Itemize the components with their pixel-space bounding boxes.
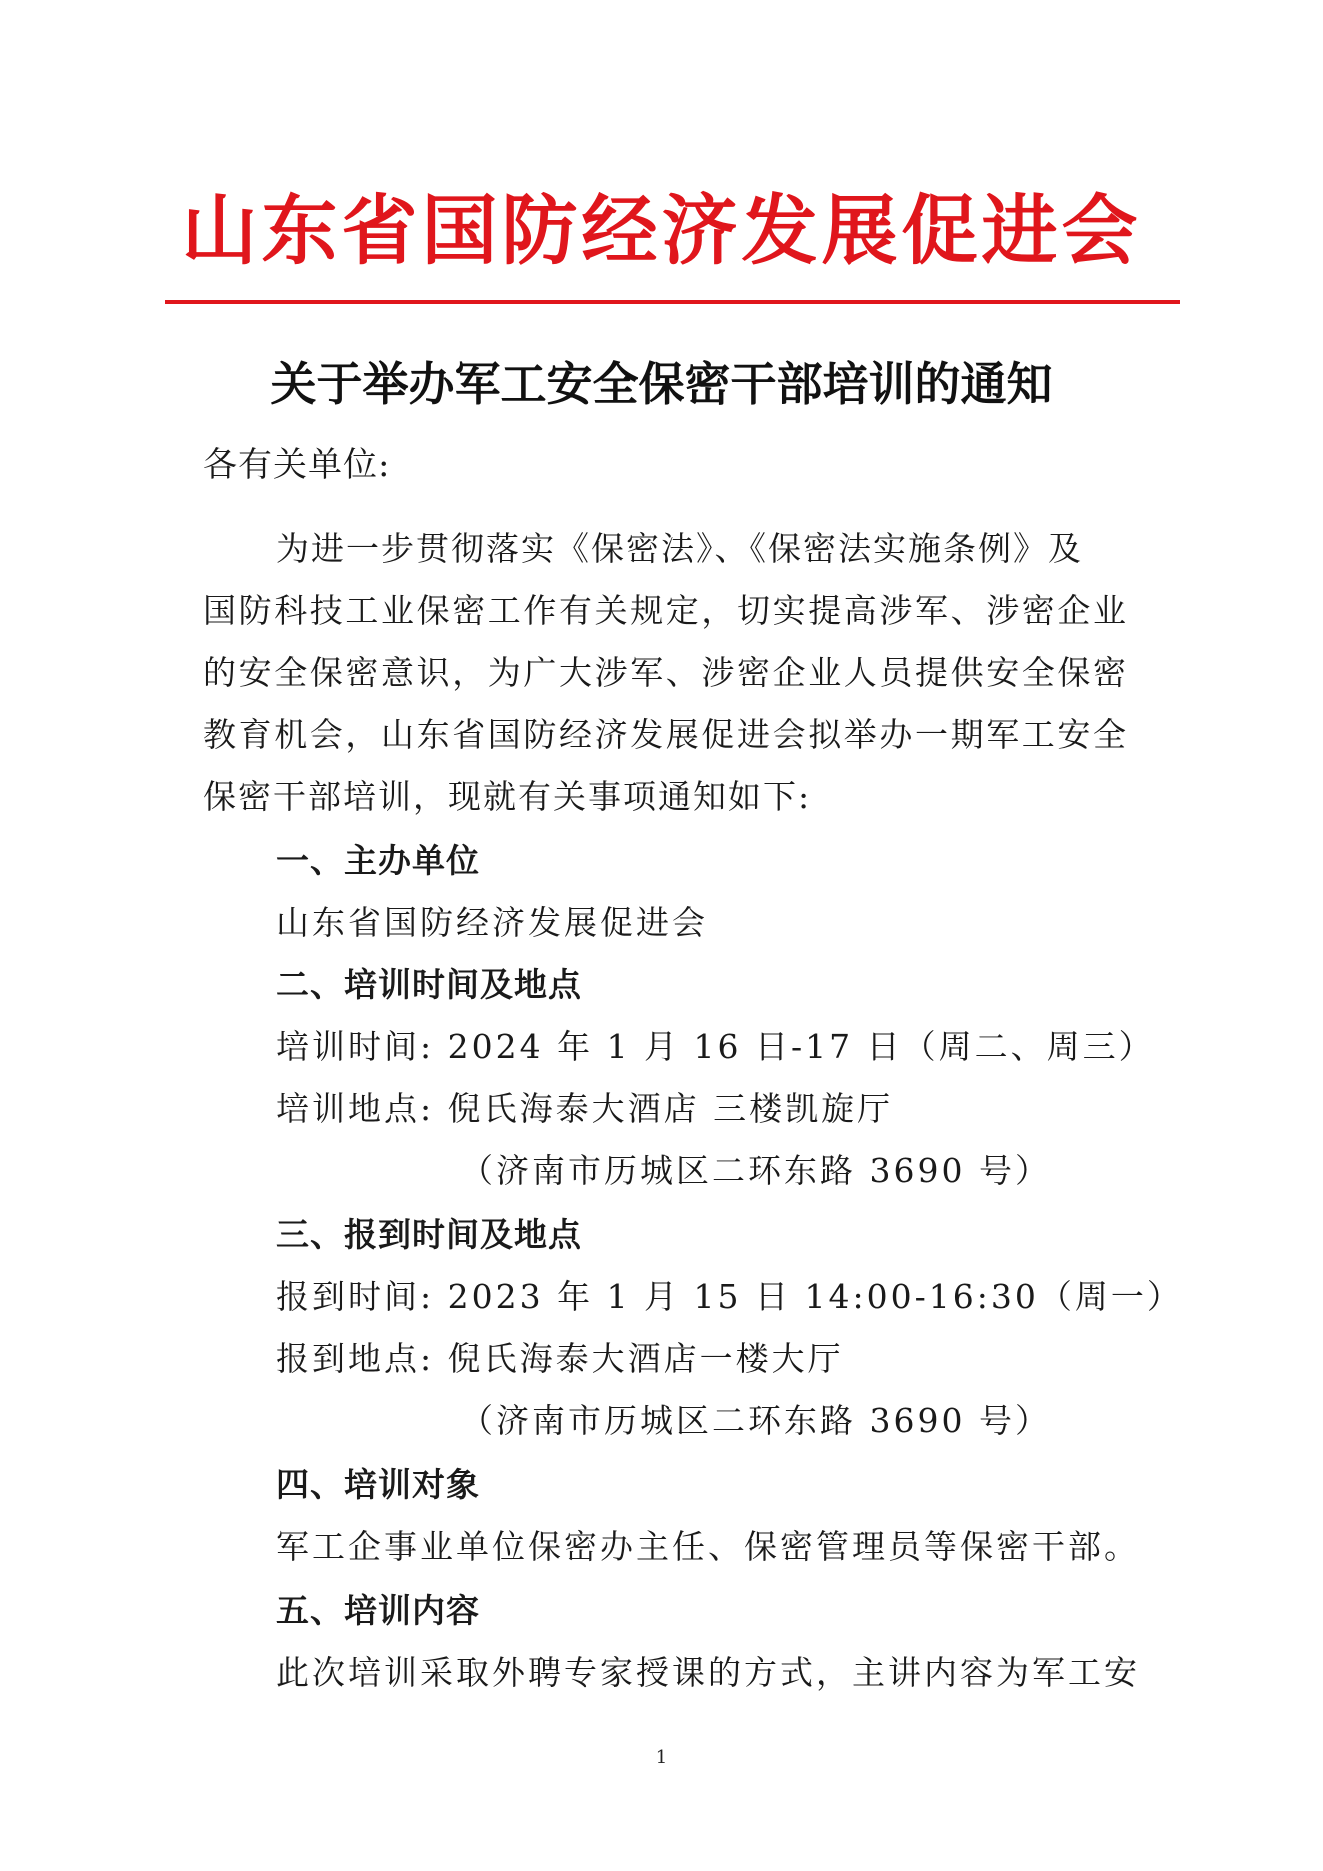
trainees-description: 军工企事业单位保密办主任、保密管理员等保密干部。 xyxy=(276,1527,1140,1566)
section-heading-training-content: 五、培训内容 xyxy=(276,1591,480,1630)
salutation: 各有关单位: xyxy=(203,445,391,485)
letterhead-divider xyxy=(165,300,1180,304)
organizer-name: 山东省国防经济发展促进会 xyxy=(276,903,708,942)
intro-line-1: 为进一步贯彻落实《保密法》、《保密法实施条例》及 xyxy=(276,529,1083,568)
intro-line-2: 国防科技工业保密工作有关规定，切实提高涉军、涉密企业 xyxy=(203,591,1128,630)
training-content-text: 此次培训采取外聘专家授课的方式，主讲内容为军工安 xyxy=(276,1653,1140,1692)
section-heading-training-time-place: 二、培训时间及地点 xyxy=(276,965,582,1004)
training-address: （济南市历城区二环东路 3690 号） xyxy=(460,1151,1051,1190)
page-number: 1 xyxy=(655,1747,668,1768)
registration-venue: 报到地点: 倪氏海泰大酒店一楼大厅 xyxy=(276,1339,844,1378)
section-heading-registration-time-place: 三、报到时间及地点 xyxy=(276,1215,582,1254)
registration-address: （济南市历城区二环东路 3690 号） xyxy=(460,1401,1051,1440)
intro-line-4: 教育机会，山东省国防经济发展促进会拟举办一期军工安全 xyxy=(203,715,1128,754)
intro-line-5: 保密干部培训，现就有关事项通知如下: xyxy=(203,777,812,816)
intro-line-3: 的安全保密意识，为广大涉军、涉密企业人员提供安全保密 xyxy=(203,653,1128,692)
section-heading-trainees: 四、培训对象 xyxy=(276,1465,480,1504)
section-heading-organizer: 一、主办单位 xyxy=(276,841,480,880)
registration-time: 报到时间: 2023 年 1 月 15 日 14:00-16:30（周一） xyxy=(276,1277,1183,1316)
organization-letterhead: 山东省国防经济发展促进会 xyxy=(181,186,1142,275)
training-venue: 培训地点: 倪氏海泰大酒店 三楼凯旋厅 xyxy=(276,1089,894,1128)
document-title: 关于举办军工安全保密干部培训的通知 xyxy=(270,357,1053,411)
training-time: 培训时间: 2024 年 1 月 16 日-17 日（周二、周三） xyxy=(276,1027,1155,1066)
